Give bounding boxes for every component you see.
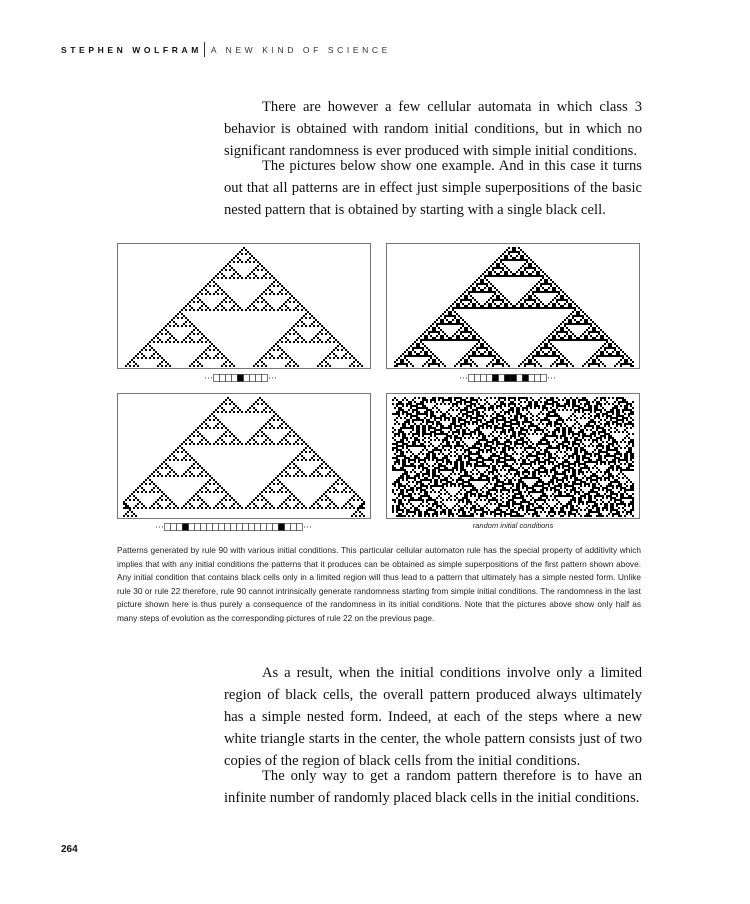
ellipsis-right: ··· bbox=[303, 521, 312, 532]
ca-cells bbox=[125, 247, 363, 367]
initial-cell bbox=[171, 523, 177, 530]
running-header bbox=[61, 43, 391, 58]
ca-pattern-two-separated bbox=[118, 394, 370, 518]
initial-cell bbox=[499, 374, 505, 381]
initial-cell bbox=[475, 374, 481, 381]
ca-cells bbox=[392, 397, 634, 517]
initial-cells-strip bbox=[468, 374, 547, 382]
initial-cell bbox=[232, 374, 238, 381]
initial-cell bbox=[255, 523, 261, 530]
initial-cell bbox=[469, 374, 475, 381]
initial-cell bbox=[250, 374, 256, 381]
initial-cell bbox=[511, 374, 517, 381]
initial-cell bbox=[220, 374, 226, 381]
header-book-title: A NEW KIND OF SCIENCE bbox=[210, 44, 391, 55]
ca-pattern-single-cell bbox=[118, 244, 370, 368]
initial-cell bbox=[262, 374, 268, 381]
initial-cell bbox=[189, 523, 195, 530]
initial-cell bbox=[267, 523, 273, 530]
initial-condition-two-region bbox=[459, 372, 556, 383]
initial-cells-strip bbox=[164, 523, 303, 531]
initial-cell bbox=[279, 523, 285, 530]
page-number: 264 bbox=[61, 844, 78, 855]
figure-panel-two-region bbox=[386, 243, 640, 369]
initial-cells-strip bbox=[213, 374, 268, 382]
figure-panel-random bbox=[386, 393, 640, 519]
initial-condition-single-cell bbox=[204, 372, 277, 383]
figure-panel-single-cell bbox=[117, 243, 371, 369]
initial-cell bbox=[493, 374, 499, 381]
intro-paragraph-1: There are however a few cellular automata in which class 3 behavior is obtained with random initial conditions, but in which no significant randomness is ever produced with simple initial conditions. bbox=[224, 99, 642, 159]
ellipsis-left: ··· bbox=[155, 521, 164, 532]
initial-cell bbox=[244, 374, 250, 381]
initial-cell bbox=[285, 523, 291, 530]
initial-cell bbox=[231, 523, 237, 530]
initial-cell bbox=[517, 374, 523, 381]
initial-cell bbox=[256, 374, 262, 381]
figure-panel-two-separated bbox=[117, 393, 371, 519]
initial-cell bbox=[177, 523, 183, 530]
initial-condition-two-separated bbox=[155, 521, 312, 532]
ca-pattern-random bbox=[387, 394, 639, 518]
header-author: STEPHEN WOLFRAM bbox=[61, 44, 202, 55]
initial-cell bbox=[249, 523, 255, 530]
random-initial-conditions-label: random initial conditions bbox=[472, 521, 554, 530]
initial-cell bbox=[273, 523, 279, 530]
initial-cell bbox=[238, 374, 244, 381]
initial-cell bbox=[183, 523, 189, 530]
initial-cell bbox=[214, 374, 220, 381]
initial-cell bbox=[487, 374, 493, 381]
initial-cell bbox=[165, 523, 171, 530]
initial-cell bbox=[243, 523, 249, 530]
ca-pattern-two-region bbox=[387, 244, 639, 368]
ca-cells bbox=[123, 397, 365, 517]
ca-cells bbox=[394, 247, 634, 367]
header-separator bbox=[204, 42, 205, 57]
ellipsis-left: ··· bbox=[204, 372, 213, 383]
initial-cell bbox=[535, 374, 541, 381]
ellipsis-left: ··· bbox=[459, 372, 468, 383]
initial-cell bbox=[225, 523, 231, 530]
body-paragraph-1: As a result, when the initial conditions involve only a limited region of black cells, the overall pattern produced always ultimately has a simple nested form. Indeed, at each of the steps where a new white triangle starts in the center, the whole pattern consists just of two copies of the region of black cells from the initial conditions. bbox=[224, 665, 642, 769]
initial-cell bbox=[201, 523, 207, 530]
body-paragraph-2: The only way to get a random pattern therefore is to have an infinite number of randomly placed black cells in the initial conditions. bbox=[224, 768, 642, 806]
initial-cell bbox=[291, 523, 297, 530]
initial-cell bbox=[237, 523, 243, 530]
initial-cell bbox=[219, 523, 225, 530]
initial-cell bbox=[261, 523, 267, 530]
figure-caption: Patterns generated by rule 90 with various initial conditions. This particular cellular automaton rule has the special property of additivity which implies that with any initial conditions the patterns that it produces can be obtained as simple superpositions of the first pattern shown above. Any initial condition that contains black cells only in a limited region will thus lead to a pattern that ultimately has a simple nested form. Unlike rule 30 or rule 22 therefore, rule 90 cannot intrinsically generate randomness starting from simple initial conditions. The randomness in the last picture shown here is thus purely a consequence of the randomness in its initial conditions. Note that the pictures above show only half as many steps of evolution as the corresponding pictures of rule 22 on the previous page. bbox=[117, 545, 641, 623]
initial-cell bbox=[505, 374, 511, 381]
initial-cell bbox=[213, 523, 219, 530]
ellipsis-right: ··· bbox=[268, 372, 277, 383]
initial-cell bbox=[226, 374, 232, 381]
ellipsis-right: ··· bbox=[547, 372, 556, 383]
intro-paragraph-2: The pictures below show one example. And in this case it turns out that all patterns are in effect just simple superpositions of the basic nested pattern that is obtained by starting with a single black cell. bbox=[224, 158, 642, 218]
initial-cell bbox=[529, 374, 535, 381]
initial-cell bbox=[481, 374, 487, 381]
initial-cell bbox=[297, 523, 303, 530]
initial-cell bbox=[523, 374, 529, 381]
initial-cell bbox=[195, 523, 201, 530]
initial-cell bbox=[207, 523, 213, 530]
initial-cell bbox=[541, 374, 547, 381]
